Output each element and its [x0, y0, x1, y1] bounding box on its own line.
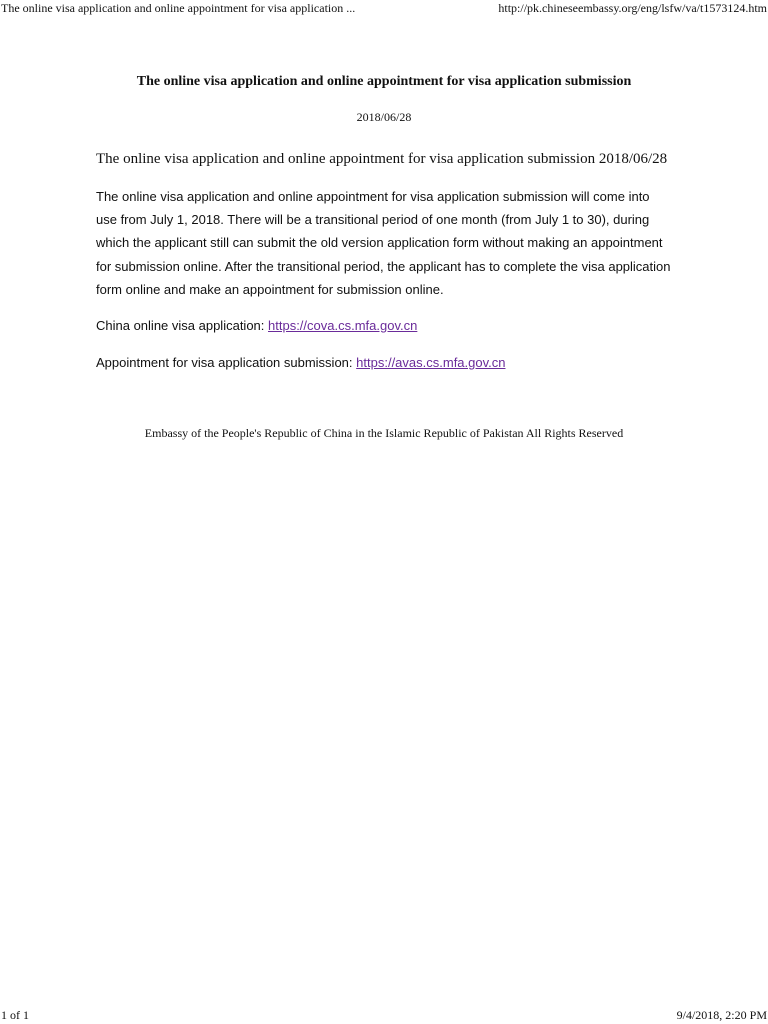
cova-link-line	[96, 317, 417, 335]
print-header-url: http://pk.chineseembassy.org/eng/lsfw/va/t1573124.htm	[498, 1, 767, 15]
avas-link[interactable]: https://avas.cs.mfa.gov.cn	[356, 355, 506, 370]
content-paragraph: The online visa application and online appointment for visa application submission will come into use from July 1, 2018. There will be a transitional period of one month (from July 1 to 30), during which the applicant still can submit the old version application form without making an appointment for submission online. After the transitional period, the applicant has to complete the visa application form online and make an appointment for submission online.	[96, 189, 671, 297]
print-footer-timestamp: 9/4/2018, 2:20 PM	[676, 1008, 767, 1022]
cova-link[interactable]: https://cova.cs.mfa.gov.cn	[268, 318, 418, 333]
article-date: 2018/06/28	[356, 110, 412, 124]
content-heading: The online visa application and online appointment for visa application submission 2018/06/28	[96, 151, 668, 167]
print-header-page-title: The online visa application and online appointment for visa application ...	[1, 1, 356, 15]
article-title: The online visa application and online appointment for visa application submission	[136, 74, 632, 89]
cova-link-label: China online visa application:	[96, 318, 265, 333]
avas-link-label: Appointment for visa application submission:	[96, 355, 353, 370]
footer-rights-reserved: Embassy of the People's Republic of China in the Islamic Republic of Pakistan All Rights Reserved	[144, 426, 624, 440]
print-footer-page-number: 1 of 1	[1, 1008, 29, 1022]
avas-link-line	[96, 354, 505, 372]
